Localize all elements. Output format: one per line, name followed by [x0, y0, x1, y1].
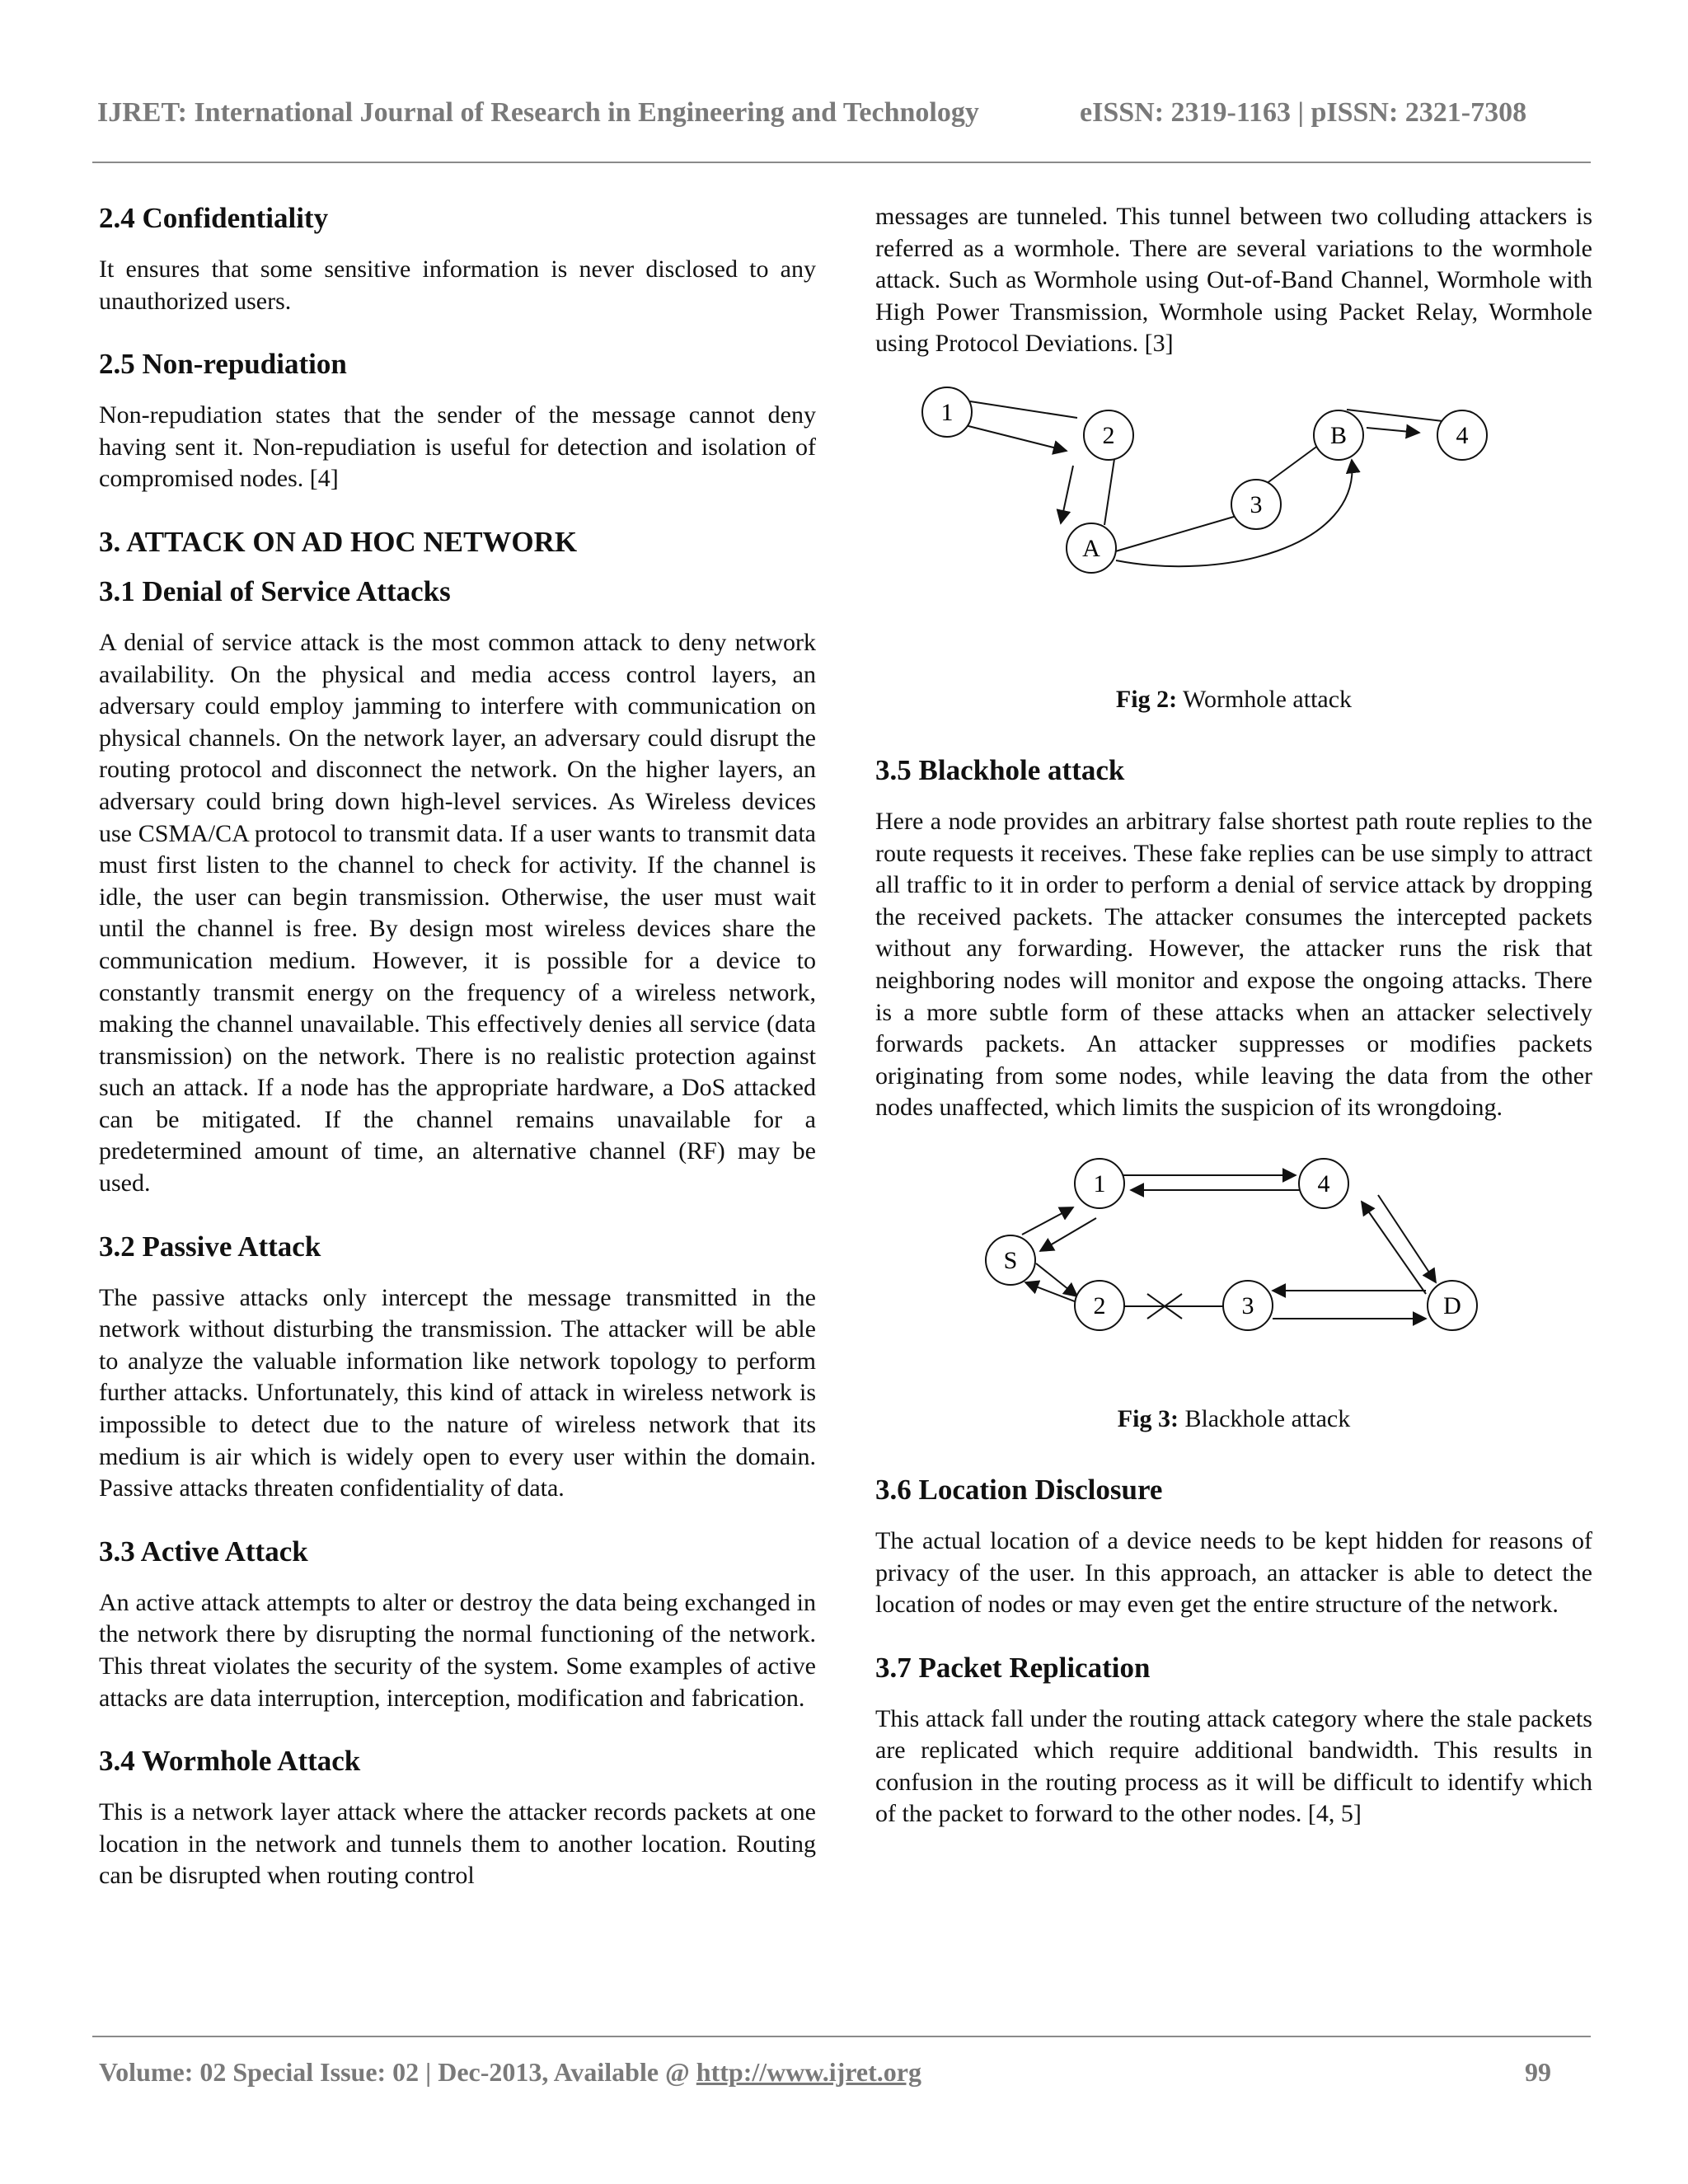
- section-3-3-title: 3.3 Active Attack: [99, 1535, 308, 1568]
- arrow-1-S: [1040, 1218, 1096, 1251]
- footer-rule: [92, 2036, 1591, 2037]
- section-3-3-body: An active attack attempts to alter or destroy the data being exchanged in the network there by disrupting the normal functioning of the network. This threat violates the security of the system. Some examples of active attacks are data interruption, interception, modification and fabrication.: [99, 1588, 816, 1712]
- wormhole-diagram: [875, 383, 1592, 630]
- arrow-1-2: [962, 424, 1067, 451]
- section-2-4-title: 2.4 Confidentiality: [99, 202, 329, 234]
- section-2-5-title: 2.5 Non-repudiation: [99, 348, 347, 381]
- journal-link[interactable]: http://www.ijret.org: [696, 2057, 921, 2087]
- issn-info: eISSN: 2319-1163 | pISSN: 2321-7308: [1080, 97, 1527, 128]
- section-3-4-continued: messages are tunneled. This tunnel between two colluding attackers is referred as a wormhole. There are several variations to the wormhole attack. Such as Wormhole using Out-of-Band Channel, Wormhole with High Power Transmission, Wormhole using Packet Relay, Wormhole using Protocol Deviations. [3]: [875, 203, 1592, 358]
- edge-3-B: [1263, 445, 1319, 486]
- section-3-2-body: The passive attacks only intercept the message transmitted in the network without disturbing the transmission. The attacker will be able to analyze the valuable information like network topology to perform further attacks. Unfortunately, this kind of attack in wireless network is impossible to detect due to the nature of wireless network that its medium is air which is widely open to every user within the domain. Passive attacks threaten confidentiality of data.: [99, 1283, 816, 1502]
- figure-3-text: Blackhole attack: [1184, 1404, 1351, 1432]
- edge-A-3: [1113, 513, 1248, 552]
- node-4b-label: 4: [1317, 1169, 1330, 1197]
- blackhole-diagram: [875, 1144, 1592, 1358]
- section-3-4-title: 3.4 Wormhole Attack: [99, 1745, 361, 1778]
- section-3-7-body: This attack fall under the routing attack category where the stale packets are replicated which require additional bandwidth. This results in confusion in the routing process as it will be difficult to identify which of the packet to forward to the other nodes. [4, 5]: [875, 1704, 1592, 1828]
- node-2b-label: 2: [1093, 1291, 1106, 1319]
- arrow-down-A: [1061, 466, 1073, 523]
- footer-volume: Volume: 02 Special Issue: 02 | Dec-2013, Available @: [99, 2057, 696, 2087]
- journal-name: IJRET: International Journal of Research in Engineering and Technology: [97, 97, 979, 128]
- node-1b-label: 1: [1093, 1169, 1106, 1197]
- section-3-4-body: This is a network layer attack where the attacker records packets at one location in the network and tunnels them to another location. Routing can be disrupted when routing control: [99, 1798, 816, 1890]
- section-2-5-body: Non-repudiation states that the sender of the message cannot deny having sent it. Non-repudiation is useful for detection and isolation of compromised nodes. [4]: [99, 401, 816, 493]
- node-S-label: S: [1003, 1246, 1018, 1274]
- arrow-S-2: [1036, 1263, 1077, 1296]
- edge-B-4-top: [1347, 410, 1456, 423]
- figure-3-label: Fig 3:: [1117, 1404, 1179, 1432]
- section-3-5-body: Here a node provides an arbitrary false shortest path route replies to the route requests it receives. These fake replies can be use simply to attract all traffic to it in order to perform a denial of service attack by dropping the received packets. The attacker consumes the intercepted packets without any forwarding. However, the attacker runs the risk that neighboring nodes will monitor and expose the ongoing attacks. There is a more subtle form of these attacks when an attacker selectively forwards packets. An attacker suppresses or modifies packets originating from some nodes, while leaving the data from the other nodes unaffected, which limits the suspicion of its wrongdoing.: [875, 807, 1592, 1122]
- figure-3: [875, 1144, 1592, 1433]
- blackhole-nodes: [986, 1159, 1477, 1330]
- node-B-label: B: [1329, 421, 1348, 449]
- figure-3-caption: [875, 1405, 1592, 1433]
- section-3-7-title: 3.7 Packet Replication: [875, 1651, 1151, 1684]
- node-2-label: 2: [1102, 421, 1115, 449]
- arrow-D-4: [1362, 1202, 1426, 1294]
- figure-2-text: Wormhole attack: [1183, 685, 1353, 713]
- wormhole-nodes: [922, 387, 1487, 573]
- left-column: [99, 201, 816, 1922]
- node-3b-label: 3: [1241, 1291, 1254, 1319]
- section-3-6-title: 3.6 Location Disclosure: [875, 1473, 1163, 1506]
- node-1-label: 1: [940, 398, 954, 426]
- node-4-label: 4: [1456, 421, 1469, 449]
- figure-2-label: Fig 2:: [1115, 685, 1178, 713]
- figure-2-caption: [875, 686, 1592, 714]
- edge-2-A: [1104, 459, 1114, 525]
- section-3-6-body: The actual location of a device needs to be kept hidden for reasons of privacy of the user. In this approach, an attacker is able to detect the location of nodes or may even get the entire structure of the network.: [875, 1526, 1592, 1619]
- running-header: [97, 97, 1548, 129]
- running-footer: [99, 2057, 1550, 2088]
- section-3-1-title: 3.1 Denial of Service Attacks: [99, 574, 451, 607]
- node-D-label: D: [1443, 1291, 1461, 1319]
- arrow-B-4: [1367, 428, 1419, 433]
- edge-1-2: [970, 401, 1077, 418]
- right-column: [875, 201, 1592, 1860]
- section-3-title: 3. ATTACK ON AD HOC NETWORK: [99, 525, 578, 558]
- node-3-label: 3: [1250, 490, 1263, 518]
- section-2-4-body: It ensures that some sensitive information is never disclosed to any unauthorized users.: [99, 255, 816, 315]
- section-3-2-title: 3.2 Passive Attack: [99, 1230, 321, 1263]
- header-rule: [92, 162, 1591, 163]
- section-3-1-body: A denial of service attack is the most common attack to deny network availability. On the physical and media access control layers, an adversary could employ jamming to interfere with communication on physical channels. On the network layer, an adversary could disrupt the routing protocol and disconnect the network. On the higher layers, an adversary could bring down high-level services. As Wireless devices use CSMA/CA protocol to transmit data. If a user wants to transmit data must first listen to the channel to check for activity. If the channel is idle, the user can begin transmission. Otherwise, the user must wait until the channel is free. By design most wireless devices share the communication medium. However, it is possible for a device to constantly transmit energy on the frequency of a wireless network, making the channel unavailable. This effectively denies all service (data transmission) on the network. There is no realistic protection against such an attack. If a node has the appropriate hardware, a DoS attacked can be mitigated. If the channel remains unavailable for a predetermined amount of time, an alternative channel (RF) may be used.: [99, 628, 816, 1197]
- section-3-5-title: 3.5 Blackhole attack: [875, 753, 1125, 786]
- page-number: 99: [1525, 2057, 1551, 2087]
- node-A-label: A: [1082, 534, 1100, 562]
- arrow-S-1: [1022, 1207, 1073, 1235]
- figure-2: [875, 383, 1592, 714]
